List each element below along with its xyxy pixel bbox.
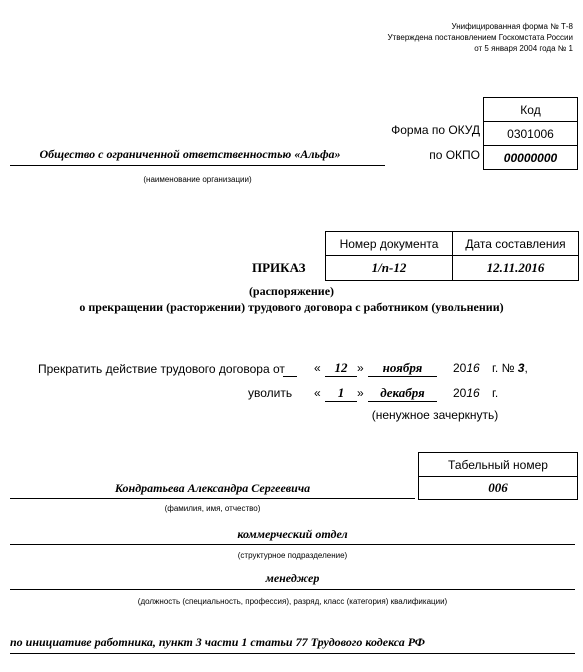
position-caption: (должность (специальность, профессия), разряд, класс (категория) квалификации) (137, 597, 448, 606)
terminate-year (453, 361, 480, 375)
employee-name-caption: (фамилия, имя, отчество) (164, 504, 261, 513)
form-header-line3: от 5 января 2004 года № 1 (474, 44, 573, 53)
okpo-value: 00000000 (503, 150, 558, 165)
dismiss-quote-close: » (357, 386, 364, 400)
terminate-quote-open: « (314, 361, 321, 375)
tab-number-cell (418, 476, 578, 500)
order-title: о прекращении (расторжении) трудового договора с работником (увольнении) (79, 300, 504, 314)
terminate-quote-close: » (357, 361, 364, 375)
terminate-day: 12 (334, 360, 348, 375)
department-caption: (структурное подразделение) (237, 551, 348, 560)
department-underline (10, 544, 575, 545)
code-header: Код (520, 102, 541, 117)
employee-name: Кондратьева Александра Сергеевича (114, 481, 311, 495)
dismiss-day-underline (325, 401, 357, 402)
okud-value: 0301006 (507, 126, 554, 141)
doc-date-header: Дата составления (465, 236, 566, 251)
organization-name: Общество с ограниченной ответственностью «Альфа» (39, 147, 341, 161)
dismiss-month: декабря (380, 385, 425, 400)
terminate-label: Прекратить действие трудового договора от (38, 362, 285, 376)
organization-underline (10, 165, 385, 166)
employee-name-underline (10, 498, 415, 499)
doc-number: 1/п-12 (371, 260, 407, 275)
terminate-contract-number: 3 (517, 361, 525, 375)
okud-label: Форма по ОКУД (391, 123, 480, 137)
strike-note: (ненужное зачеркнуть) (371, 408, 499, 422)
dismiss-quote-open: « (314, 386, 321, 400)
dismiss-year-suffix: 16 (466, 386, 480, 400)
doc-date-cell (452, 255, 579, 281)
dismiss-year (453, 386, 480, 400)
doc-number-cell (325, 255, 453, 281)
form-header-line2: Утверждена постановлением Госкомстата России (387, 33, 573, 42)
doc-date: 12.11.2016 (486, 260, 545, 275)
dismissal-reason: по инициативе работника, пункт 3 части 1 статьи 77 Трудового кодекса РФ (10, 635, 425, 649)
position: менеджер (265, 571, 320, 585)
tab-number-header: Табельный номер (448, 457, 548, 472)
position-underline (10, 589, 575, 590)
doc-date-header-cell (452, 231, 579, 256)
okud-value-cell (483, 121, 578, 146)
terminate-month-underline (368, 376, 437, 377)
order-subtitle: (распоряжение) (248, 284, 335, 298)
tab-number: 006 (488, 480, 508, 495)
dismiss-day: 1 (337, 385, 345, 400)
order-label: ПРИКАЗ (252, 260, 306, 275)
terminate-day-underline (325, 376, 357, 377)
terminate-year-unit (492, 361, 528, 375)
doc-number-header: Номер документа (339, 236, 439, 251)
terminate-label-underline (283, 376, 297, 377)
organization-caption: (наименование организации) (143, 175, 252, 184)
terminate-year-prefix: 20 (453, 361, 467, 375)
tab-number-header-cell (418, 452, 578, 477)
reason-underline (10, 653, 575, 654)
dismiss-label: уволить (248, 386, 293, 400)
okpo-value-cell (483, 145, 578, 170)
terminate-month: ноября (382, 360, 423, 375)
dismiss-year-prefix: 20 (453, 386, 467, 400)
dismiss-month-underline (368, 401, 437, 402)
okpo-label: по ОКПО (429, 148, 480, 162)
terminate-comma: , (524, 361, 528, 375)
department: коммерческий отдел (237, 527, 348, 541)
doc-number-header-cell (325, 231, 453, 256)
form-header-line1: Унифицированная форма № Т-8 (451, 22, 573, 31)
terminate-year-unit-text: г. № (492, 361, 515, 375)
code-header-cell (483, 97, 578, 122)
terminate-year-suffix: 16 (466, 361, 480, 375)
dismiss-year-unit: г. (492, 386, 499, 400)
